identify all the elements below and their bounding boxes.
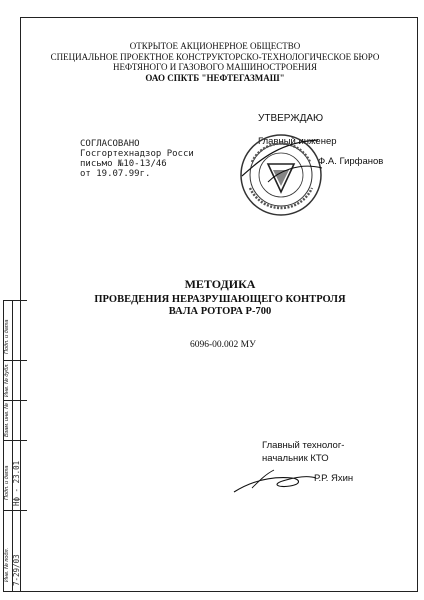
agreed-line-1: Госгортехнадзор Росси [80,149,194,159]
agreed-block [80,139,194,179]
org-line-4: ОАО СПКТБ "НЕФТЕГАЗМАШ" [145,72,285,83]
organization-header [40,41,390,83]
org-line-1: ОТКРЫТОЕ АКЦИОНЕРНОЕ ОБЩЕСТВО [129,41,301,51]
margin-label-inv-dubl: Инв. № дубл. [4,363,10,397]
approval-name: Ф.А. Гирфанов [318,156,384,167]
approval-role: Главный инженер [258,136,337,147]
document-number: 6096-00.002 МУ [190,340,256,350]
document-subtitle-1: ПРОВЕДЕНИЯ НЕРАЗРУШАЮЩЕГО КОНТРОЛЯ [94,294,346,305]
agreed-line-2: письмо №10-13/46 [80,159,167,169]
round-seal-stamp [238,132,324,218]
handwritten-signature [230,462,320,502]
technologist-role-1: Главный технолог- [262,440,345,451]
margin-handwritten-inv: 7-29/03 [12,554,21,586]
margin-label-sign-date-bottom: Подп. и дата [4,465,10,500]
margin-handwritten-date: Нф - 23.01 [12,460,21,506]
document-title: МЕТОДИКА [184,277,256,291]
margin-label-inv-podl: Инв. № подл. [4,547,10,582]
document-subtitle-2: ВАЛА РОТОРА Р-700 [168,306,272,317]
technologist-name: Р.Р. Яхин [314,473,354,484]
org-line-3: НЕФТЯНОГО И ГАЗОВОГО МАШИНОСТРОЕНИЯ [112,62,318,72]
margin-label-sign-date-top: Подп. и дата [4,319,10,354]
agreed-title: СОГЛАСОВАНО [80,139,140,149]
margin-label-vzam-inv: Взам. инв. № [4,402,10,437]
agreed-line-3: от 19.07.99г. [80,169,151,179]
technologist-role-2: начальник КТО [262,453,329,464]
approval-title: УТВЕРЖДАЮ [258,113,324,124]
org-line-2: СПЕЦИАЛЬНОЕ ПРОЕКТНОЕ КОНСТРУКТОРСКО-ТЕХНОЛОГИЧЕСКОЕ БЮРО [50,51,380,62]
